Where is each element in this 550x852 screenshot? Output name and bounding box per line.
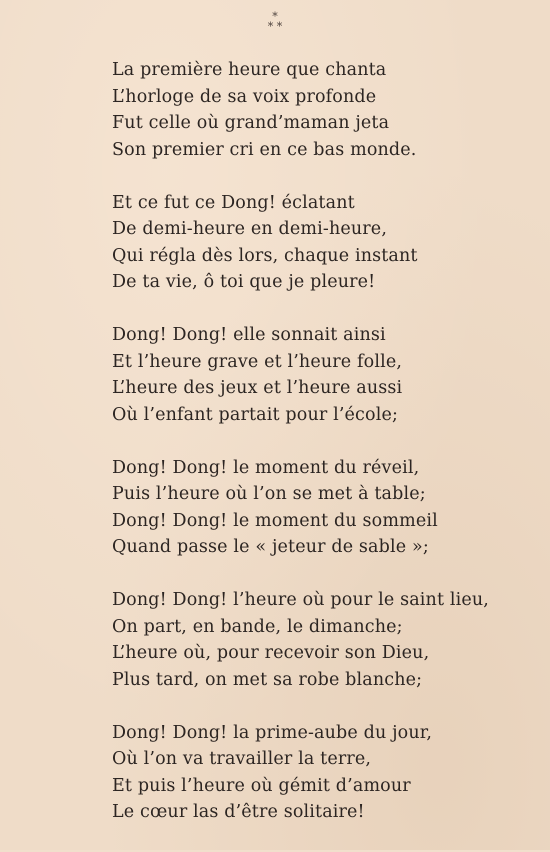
verse-line: Et l’heure grave et l’heure folle, bbox=[112, 351, 403, 372]
stanza-3 bbox=[112, 322, 532, 428]
ornament-top: * bbox=[272, 10, 278, 23]
verse-line: Son premier cri en ce bas monde. bbox=[112, 139, 417, 160]
verse-line: Et ce fut ce Dong! éclatant bbox=[112, 192, 355, 213]
verse-line: Dong! Dong! le moment du sommeil bbox=[112, 510, 438, 531]
stanza-1 bbox=[112, 57, 532, 163]
verse-line: Quand passe le « jeteur de sable »; bbox=[112, 537, 429, 557]
ornament-bottom: * * bbox=[267, 20, 283, 33]
stanza-4 bbox=[112, 455, 532, 561]
verse-line: Et puis l’heure où gémit d’amour bbox=[112, 775, 411, 796]
verse-line: Où l’on va travailler la terre, bbox=[112, 749, 372, 769]
verse-line: L’horloge de sa voix profonde bbox=[112, 86, 377, 107]
verse-line: Où l’enfant partait pour l’école; bbox=[112, 404, 398, 425]
verse-line: L’heure des jeux et l’heure aussi bbox=[112, 378, 403, 398]
verse-line: Dong! Dong! la prime-aube du jour, bbox=[112, 722, 433, 743]
stanza-6 bbox=[112, 720, 532, 826]
verse-line: Le cœur las d’être solitaire! bbox=[112, 802, 365, 822]
verse-line: On part, en bande, le dimanche; bbox=[112, 616, 403, 637]
verse-line: Puis l’heure où l’on se met à table; bbox=[112, 484, 426, 504]
verse-line: Plus tard, on met sa robe blanche; bbox=[112, 669, 423, 690]
verse-line: De demi-heure en demi-heure, bbox=[112, 219, 388, 239]
verse-line: De ta vie, ô toi que je pleure! bbox=[112, 272, 376, 292]
stanza-5 bbox=[112, 587, 532, 693]
verse-line: Dong! Dong! l’heure où pour le saint lieu, bbox=[112, 590, 489, 610]
poem bbox=[112, 57, 532, 852]
verse-line: L’heure où, pour recevoir son Dieu, bbox=[112, 643, 430, 663]
verse-line: Dong! Dong! le moment du réveil, bbox=[112, 457, 420, 478]
verse-line: Qui régla dès lors, chaque instant bbox=[112, 245, 418, 266]
asterism-ornament bbox=[0, 12, 550, 32]
stanza-2 bbox=[112, 190, 532, 296]
verse-line: La première heure que chanta bbox=[112, 60, 387, 80]
verse-line: Fut celle où grand’maman jeta bbox=[112, 113, 390, 133]
verse-line: Dong! Dong! elle sonnait ainsi bbox=[112, 325, 386, 345]
